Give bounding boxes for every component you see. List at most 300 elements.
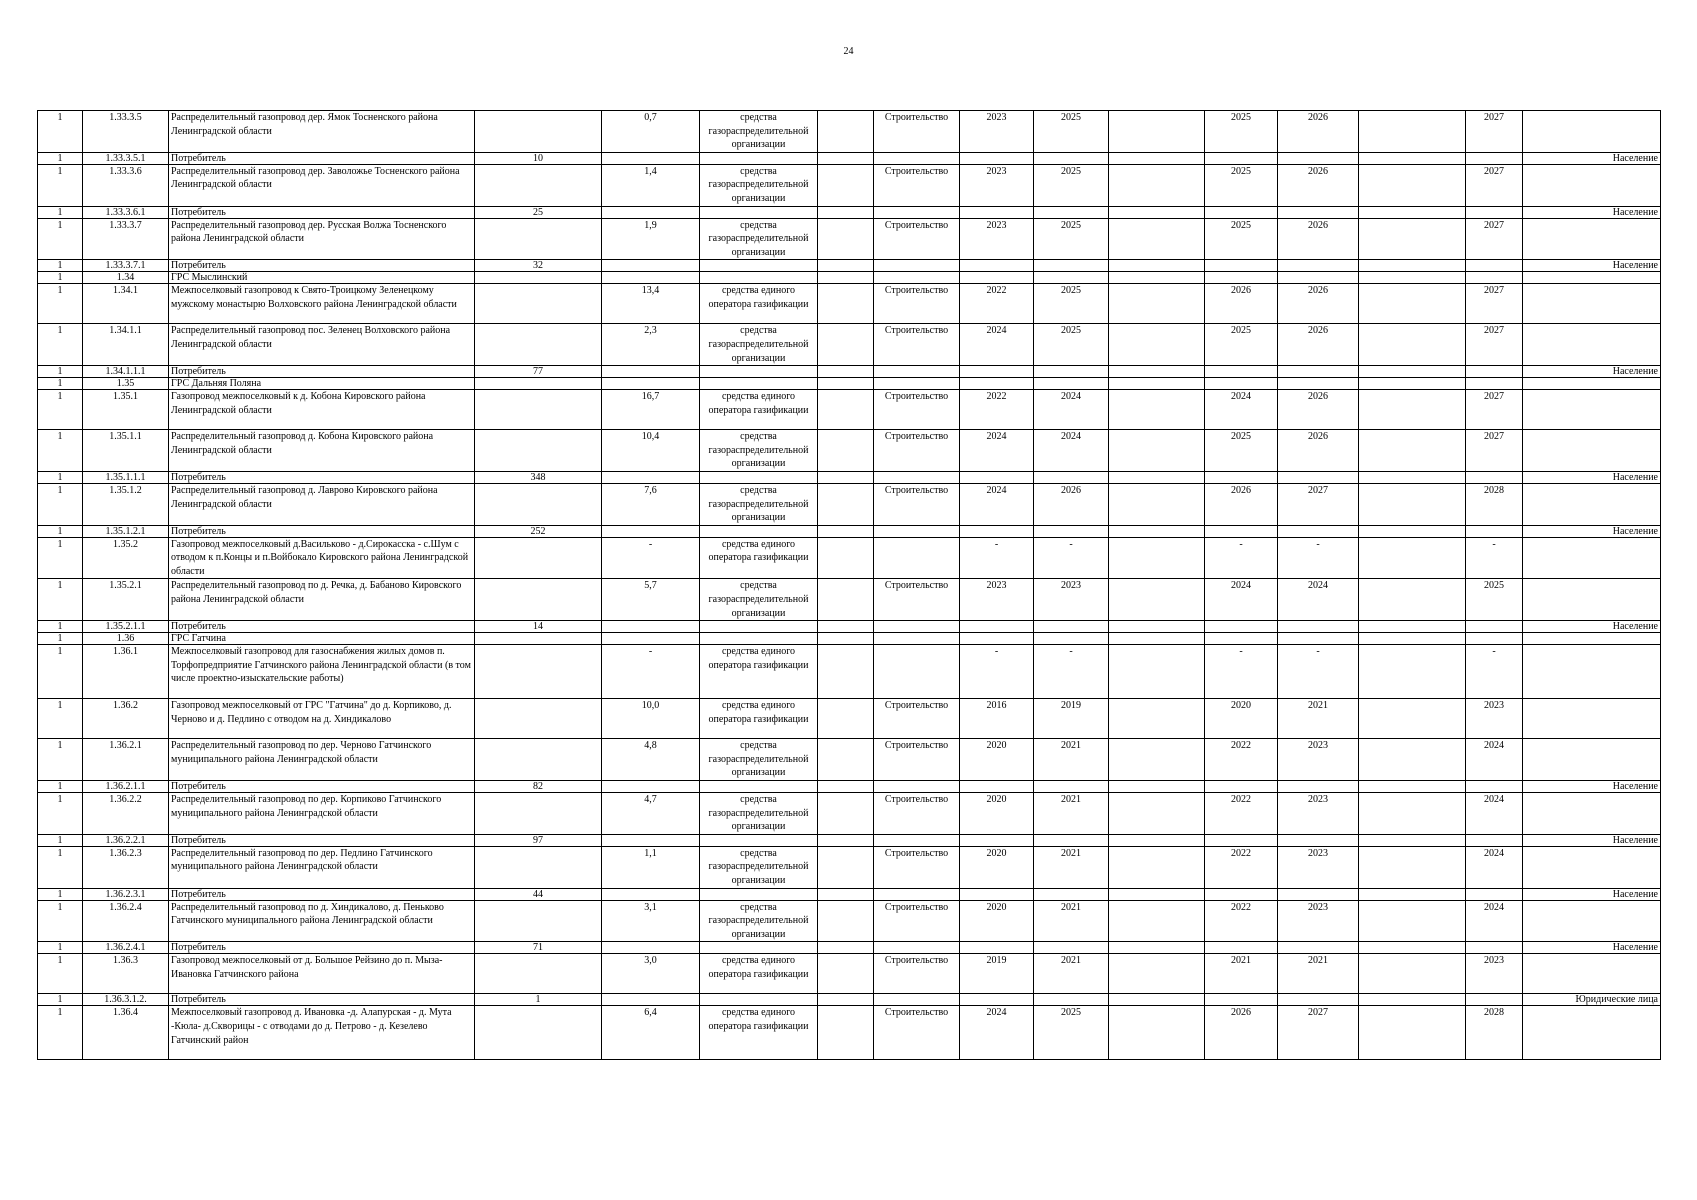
cell-empty [1359,900,1466,942]
cell-empty [1109,324,1205,366]
cell-empty [1278,366,1359,378]
cell-category [1523,954,1661,994]
cell-col1: 1 [38,888,83,900]
cell-year-5: 2028 [1466,483,1523,525]
cell-empty [1359,699,1466,739]
cell-empty [1034,272,1109,284]
cell-year-1: 2023 [960,579,1034,621]
cell-year-4: 2023 [1278,846,1359,888]
cell-year-4: 2023 [1278,793,1359,835]
cell-empty [1205,206,1278,218]
cell-empty [1109,272,1205,284]
cell-empty [1359,164,1466,206]
cell-name: Распределительный газопровод дер. Русская Волжа Тосненского района Ленинградской области [169,218,475,260]
cell-empty [1359,111,1466,153]
cell-empty [700,888,818,900]
cell-name: Потребитель [169,471,475,483]
cell-name: Распределительный газопровод по д. Речка, д. Бабаново Кировского района Ленинградской области [169,579,475,621]
cell-year-3: 2022 [1205,793,1278,835]
cell-number: 1.34.1 [83,284,169,324]
cell-year-4: 2027 [1278,483,1359,525]
pipeline-row [38,390,1661,430]
cell-empty [1034,152,1109,164]
cell-empty [1359,378,1466,390]
cell-category: Население [1523,525,1661,537]
cell-length: 4,8 [602,739,700,781]
cell-length: 13,4 [602,284,700,324]
pipeline-row [38,846,1661,888]
cell-funding-source: средства единого оператора газификации [700,284,818,324]
cell-empty [874,378,960,390]
cell-number: 1.35.1 [83,390,169,430]
cell-name: Газопровод межпоселковый к д. Кобона Кировского района Ленинградской области [169,390,475,430]
cell-number: 1.36.4 [83,1006,169,1060]
cell-number: 1.35.1.1.1 [83,471,169,483]
cell-empty [602,152,700,164]
cell-funding-source: средства газораспределительной организации [700,483,818,525]
cell-empty [1109,846,1205,888]
cell-year-5: 2024 [1466,846,1523,888]
cell-number: 1.36.3 [83,954,169,994]
cell-year-5: 2023 [1466,954,1523,994]
cell-consumers [475,739,602,781]
cell-number: 1.33.3.5 [83,111,169,153]
cell-year-1: 2023 [960,218,1034,260]
pipeline-row [38,218,1661,260]
cell-empty [1034,366,1109,378]
cell-category [1523,699,1661,739]
cell-year-1: 2020 [960,793,1034,835]
cell-empty [1034,378,1109,390]
cell-year-3: 2025 [1205,164,1278,206]
cell-col1: 1 [38,645,83,699]
cell-col1: 1 [38,781,83,793]
cell-empty [1109,621,1205,633]
cell-year-2: 2021 [1034,793,1109,835]
cell-empty [874,994,960,1006]
cell-category: Юридические лица [1523,994,1661,1006]
cell-year-3: 2025 [1205,111,1278,153]
cell-empty [960,621,1034,633]
cell-number: 1.35.2 [83,537,169,579]
cell-empty [1466,942,1523,954]
cell-year-5: 2027 [1466,218,1523,260]
cell-empty [1034,471,1109,483]
cell-empty [700,471,818,483]
cell-name: Газопровод межпоселковый от ГРС "Гатчина" до д. Корпиково, д. Черново и д. Педлино с отводом на д. Хиндикалово [169,699,475,739]
cell-col1: 1 [38,537,83,579]
cell-col1: 1 [38,579,83,621]
cell-empty [602,633,700,645]
cell-number: 1.36.2.2 [83,793,169,835]
cell-col1: 1 [38,378,83,390]
cell-col1: 1 [38,954,83,994]
pipeline-row [38,739,1661,781]
pipeline-row [38,164,1661,206]
cell-year-1: - [960,645,1034,699]
cell-empty [1205,834,1278,846]
cell-empty [1109,164,1205,206]
cell-empty [1109,483,1205,525]
cell-col1: 1 [38,846,83,888]
cell-consumers: 1 [475,994,602,1006]
cell-category [1523,579,1661,621]
cell-empty [700,621,818,633]
pipeline-row [38,579,1661,621]
cell-category [1523,111,1661,153]
cell-empty [1109,994,1205,1006]
cell-number: 1.35.1.2.1 [83,525,169,537]
cell-empty [700,260,818,272]
cell-empty [1466,366,1523,378]
cell-year-3: 2026 [1205,284,1278,324]
cell-empty [818,781,874,793]
cell-col1: 1 [38,900,83,942]
cell-consumers [475,390,602,430]
cell-length: 0,7 [602,111,700,153]
cell-year-2: 2025 [1034,1006,1109,1060]
cell-empty [818,537,874,579]
cell-consumers [475,633,602,645]
cell-empty [602,525,700,537]
cell-work-type: Строительство [874,390,960,430]
cell-year-3: 2026 [1205,1006,1278,1060]
cell-consumers [475,218,602,260]
cell-consumers: 252 [475,525,602,537]
cell-category [1523,483,1661,525]
cell-category: Население [1523,781,1661,793]
cell-name: Распределительный газопровод дер. Ямок Тосненского района Ленинградской области [169,111,475,153]
cell-name: Распределительный газопровод по д. Хиндикалово, д. Пеньково Гатчинского муниципального района Ленинградской области [169,900,475,942]
cell-empty [818,579,874,621]
cell-number: 1.35.2.1 [83,579,169,621]
cell-empty [960,206,1034,218]
cell-empty [1359,846,1466,888]
cell-year-4: 2026 [1278,390,1359,430]
cell-col1: 1 [38,633,83,645]
pipeline-row [38,645,1661,699]
cell-name: ГРС Гатчина [169,633,475,645]
cell-length: 4,7 [602,793,700,835]
cell-empty [700,206,818,218]
cell-empty [1109,1006,1205,1060]
cell-consumers [475,378,602,390]
cell-empty [1466,621,1523,633]
cell-number: 1.36.2.4 [83,900,169,942]
cell-consumers [475,483,602,525]
cell-name: Потребитель [169,525,475,537]
cell-year-3: 2024 [1205,579,1278,621]
cell-number: 1.33.3.6 [83,164,169,206]
cell-empty [1109,430,1205,472]
cell-empty [1359,284,1466,324]
cell-number: 1.34 [83,272,169,284]
cell-empty [602,471,700,483]
cell-empty [1278,781,1359,793]
cell-empty [960,471,1034,483]
cell-name: Газопровод межпоселковый д.Васильково - д.Сирокасска - с.Шум с отводом к п.Концы и п.Войбокало Кировского района Ленинградской области [169,537,475,579]
cell-year-1: 2019 [960,954,1034,994]
cell-number: 1.35.1.1 [83,430,169,472]
cell-empty [1109,471,1205,483]
cell-year-2: - [1034,645,1109,699]
cell-empty [960,942,1034,954]
cell-empty [874,206,960,218]
cell-year-2: 2025 [1034,324,1109,366]
cell-length: 3,0 [602,954,700,994]
cell-funding-source: средства газораспределительной организации [700,579,818,621]
cell-col1: 1 [38,739,83,781]
pipeline-row [38,1006,1661,1060]
cell-category [1523,633,1661,645]
cell-empty [1359,942,1466,954]
cell-year-3: 2022 [1205,846,1278,888]
cell-empty [818,152,874,164]
cell-year-5: 2027 [1466,164,1523,206]
cell-empty [1205,366,1278,378]
cell-year-1: 2020 [960,846,1034,888]
cell-year-2: 2025 [1034,284,1109,324]
cell-consumers: 77 [475,366,602,378]
cell-year-1: 2024 [960,483,1034,525]
cell-empty [818,942,874,954]
cell-empty [1359,152,1466,164]
cell-funding-source: средства единого оператора газификации [700,1006,818,1060]
cell-name: Потребитель [169,152,475,164]
cell-empty [1205,525,1278,537]
cell-category [1523,900,1661,942]
cell-empty [602,260,700,272]
cell-empty [874,471,960,483]
cell-empty [818,739,874,781]
consumer-row [38,633,1661,645]
cell-empty [602,272,700,284]
cell-category: Население [1523,206,1661,218]
cell-col1: 1 [38,206,83,218]
cell-empty [1359,260,1466,272]
cell-empty [960,781,1034,793]
cell-number: 1.34.1.1.1 [83,366,169,378]
cell-work-type: Строительство [874,699,960,739]
cell-empty [1109,699,1205,739]
cell-empty [1359,430,1466,472]
cell-empty [1205,888,1278,900]
cell-consumers: 348 [475,471,602,483]
cell-name: Потребитель [169,781,475,793]
cell-empty [1359,218,1466,260]
cell-name: Потребитель [169,621,475,633]
cell-empty [1278,633,1359,645]
cell-empty [1466,888,1523,900]
cell-empty [960,888,1034,900]
cell-consumers [475,645,602,699]
cell-year-5: 2023 [1466,699,1523,739]
cell-empty [874,260,960,272]
cell-work-type: Строительство [874,900,960,942]
cell-empty [1034,206,1109,218]
cell-length: 7,6 [602,483,700,525]
cell-consumers [475,430,602,472]
cell-empty [1205,152,1278,164]
cell-empty [1109,739,1205,781]
cell-length: 16,7 [602,390,700,430]
cell-year-5: 2027 [1466,324,1523,366]
cell-empty [1278,942,1359,954]
cell-category [1523,430,1661,472]
cell-name: Потребитель [169,206,475,218]
cell-number: 1.33.3.6.1 [83,206,169,218]
cell-number: 1.35.1.2 [83,483,169,525]
cell-name: Распределительный газопровод по дер. Черново Гатчинского муниципального района Ленинградской области [169,739,475,781]
cell-empty [700,366,818,378]
cell-year-2: 2025 [1034,164,1109,206]
cell-length: 3,1 [602,900,700,942]
cell-year-5: 2027 [1466,390,1523,430]
cell-year-5: 2027 [1466,284,1523,324]
cell-work-type: Строительство [874,739,960,781]
cell-consumers [475,900,602,942]
cell-col1: 1 [38,525,83,537]
cell-empty [960,378,1034,390]
cell-work-type: Строительство [874,111,960,153]
pipeline-row [38,284,1661,324]
cell-empty [960,152,1034,164]
cell-col1: 1 [38,471,83,483]
cell-col1: 1 [38,1006,83,1060]
cell-empty [1359,272,1466,284]
cell-year-4: 2023 [1278,900,1359,942]
cell-funding-source: средства газораспределительной организации [700,324,818,366]
cell-empty [818,324,874,366]
cell-consumers [475,846,602,888]
cell-name: Межпоселковый газопровод для газоснабжения жилых домов п. Торфопредприятие Гатчинского района Ленинградской области (в том числе проектно-изыскательские работы) [169,645,475,699]
cell-consumers [475,284,602,324]
cell-name: Потребитель [169,834,475,846]
cell-year-5: 2024 [1466,739,1523,781]
cell-year-2: 2024 [1034,390,1109,430]
cell-empty [874,888,960,900]
cell-empty [1278,378,1359,390]
cell-empty [818,834,874,846]
cell-year-4: 2026 [1278,284,1359,324]
cell-col1: 1 [38,793,83,835]
cell-length: 5,7 [602,579,700,621]
consumer-row [38,621,1661,633]
cell-consumers [475,699,602,739]
cell-empty [1466,272,1523,284]
cell-empty [818,111,874,153]
cell-empty [818,471,874,483]
cell-year-3: 2020 [1205,699,1278,739]
cell-empty [960,633,1034,645]
cell-year-3: 2026 [1205,483,1278,525]
cell-work-type [874,537,960,579]
cell-col1: 1 [38,621,83,633]
cell-empty [874,272,960,284]
cell-year-5: 2027 [1466,111,1523,153]
cell-empty [818,284,874,324]
cell-empty [1109,900,1205,942]
cell-length: 1,4 [602,164,700,206]
cell-name: Потребитель [169,942,475,954]
cell-empty [602,888,700,900]
cell-work-type: Строительство [874,846,960,888]
cell-number: 1.36.3.1.2. [83,994,169,1006]
cell-year-1: 2022 [960,284,1034,324]
cell-empty [1109,260,1205,272]
cell-funding-source: средства газораспределительной организации [700,430,818,472]
cell-funding-source: средства газораспределительной организации [700,793,818,835]
consumer-row [38,525,1661,537]
cell-year-5: 2024 [1466,900,1523,942]
cell-empty [1359,994,1466,1006]
cell-consumers: 71 [475,942,602,954]
cell-name: Газопровод межпоселковый от д. Большое Рейзино до п. Мыза-Ивановка Гатчинского района [169,954,475,994]
cell-empty [1205,781,1278,793]
cell-empty [602,366,700,378]
cell-length: 1,1 [602,846,700,888]
cell-empty [1109,366,1205,378]
cell-year-1: 2016 [960,699,1034,739]
cell-empty [818,645,874,699]
cell-funding-source: средства газораспределительной организации [700,900,818,942]
cell-year-4: 2023 [1278,739,1359,781]
cell-year-1: 2020 [960,739,1034,781]
cell-category [1523,390,1661,430]
cell-work-type: Строительство [874,483,960,525]
cell-empty [1278,272,1359,284]
cell-year-3: 2025 [1205,430,1278,472]
cell-name: Потребитель [169,366,475,378]
cell-consumers: 14 [475,621,602,633]
pipeline-row [38,699,1661,739]
cell-empty [1034,781,1109,793]
cell-name: Межпоселковый газопровод к Свято-Троицкому Зеленецкому мужскому монастырю Волховского района Ленинградской области [169,284,475,324]
cell-consumers [475,793,602,835]
cell-col1: 1 [38,994,83,1006]
cell-category [1523,164,1661,206]
cell-year-1: 2023 [960,164,1034,206]
cell-empty [1109,284,1205,324]
cell-empty [1034,633,1109,645]
cell-empty [818,699,874,739]
cell-empty [818,366,874,378]
cell-work-type: Строительство [874,793,960,835]
consumer-row [38,378,1661,390]
cell-consumers [475,1006,602,1060]
cell-consumers [475,164,602,206]
cell-year-3: 2025 [1205,324,1278,366]
cell-year-1: - [960,537,1034,579]
cell-empty [1109,152,1205,164]
cell-empty [818,390,874,430]
cell-col1: 1 [38,164,83,206]
cell-number: 1.36.2.3 [83,846,169,888]
cell-empty [818,900,874,942]
consumer-row [38,888,1661,900]
cell-year-2: - [1034,537,1109,579]
cell-empty [1109,218,1205,260]
cell-consumers [475,111,602,153]
cell-length: 10,0 [602,699,700,739]
cell-col1: 1 [38,390,83,430]
cell-empty [818,483,874,525]
cell-empty [818,954,874,994]
cell-consumers: 25 [475,206,602,218]
cell-category: Население [1523,888,1661,900]
cell-col1: 1 [38,272,83,284]
pipeline-row [38,111,1661,153]
